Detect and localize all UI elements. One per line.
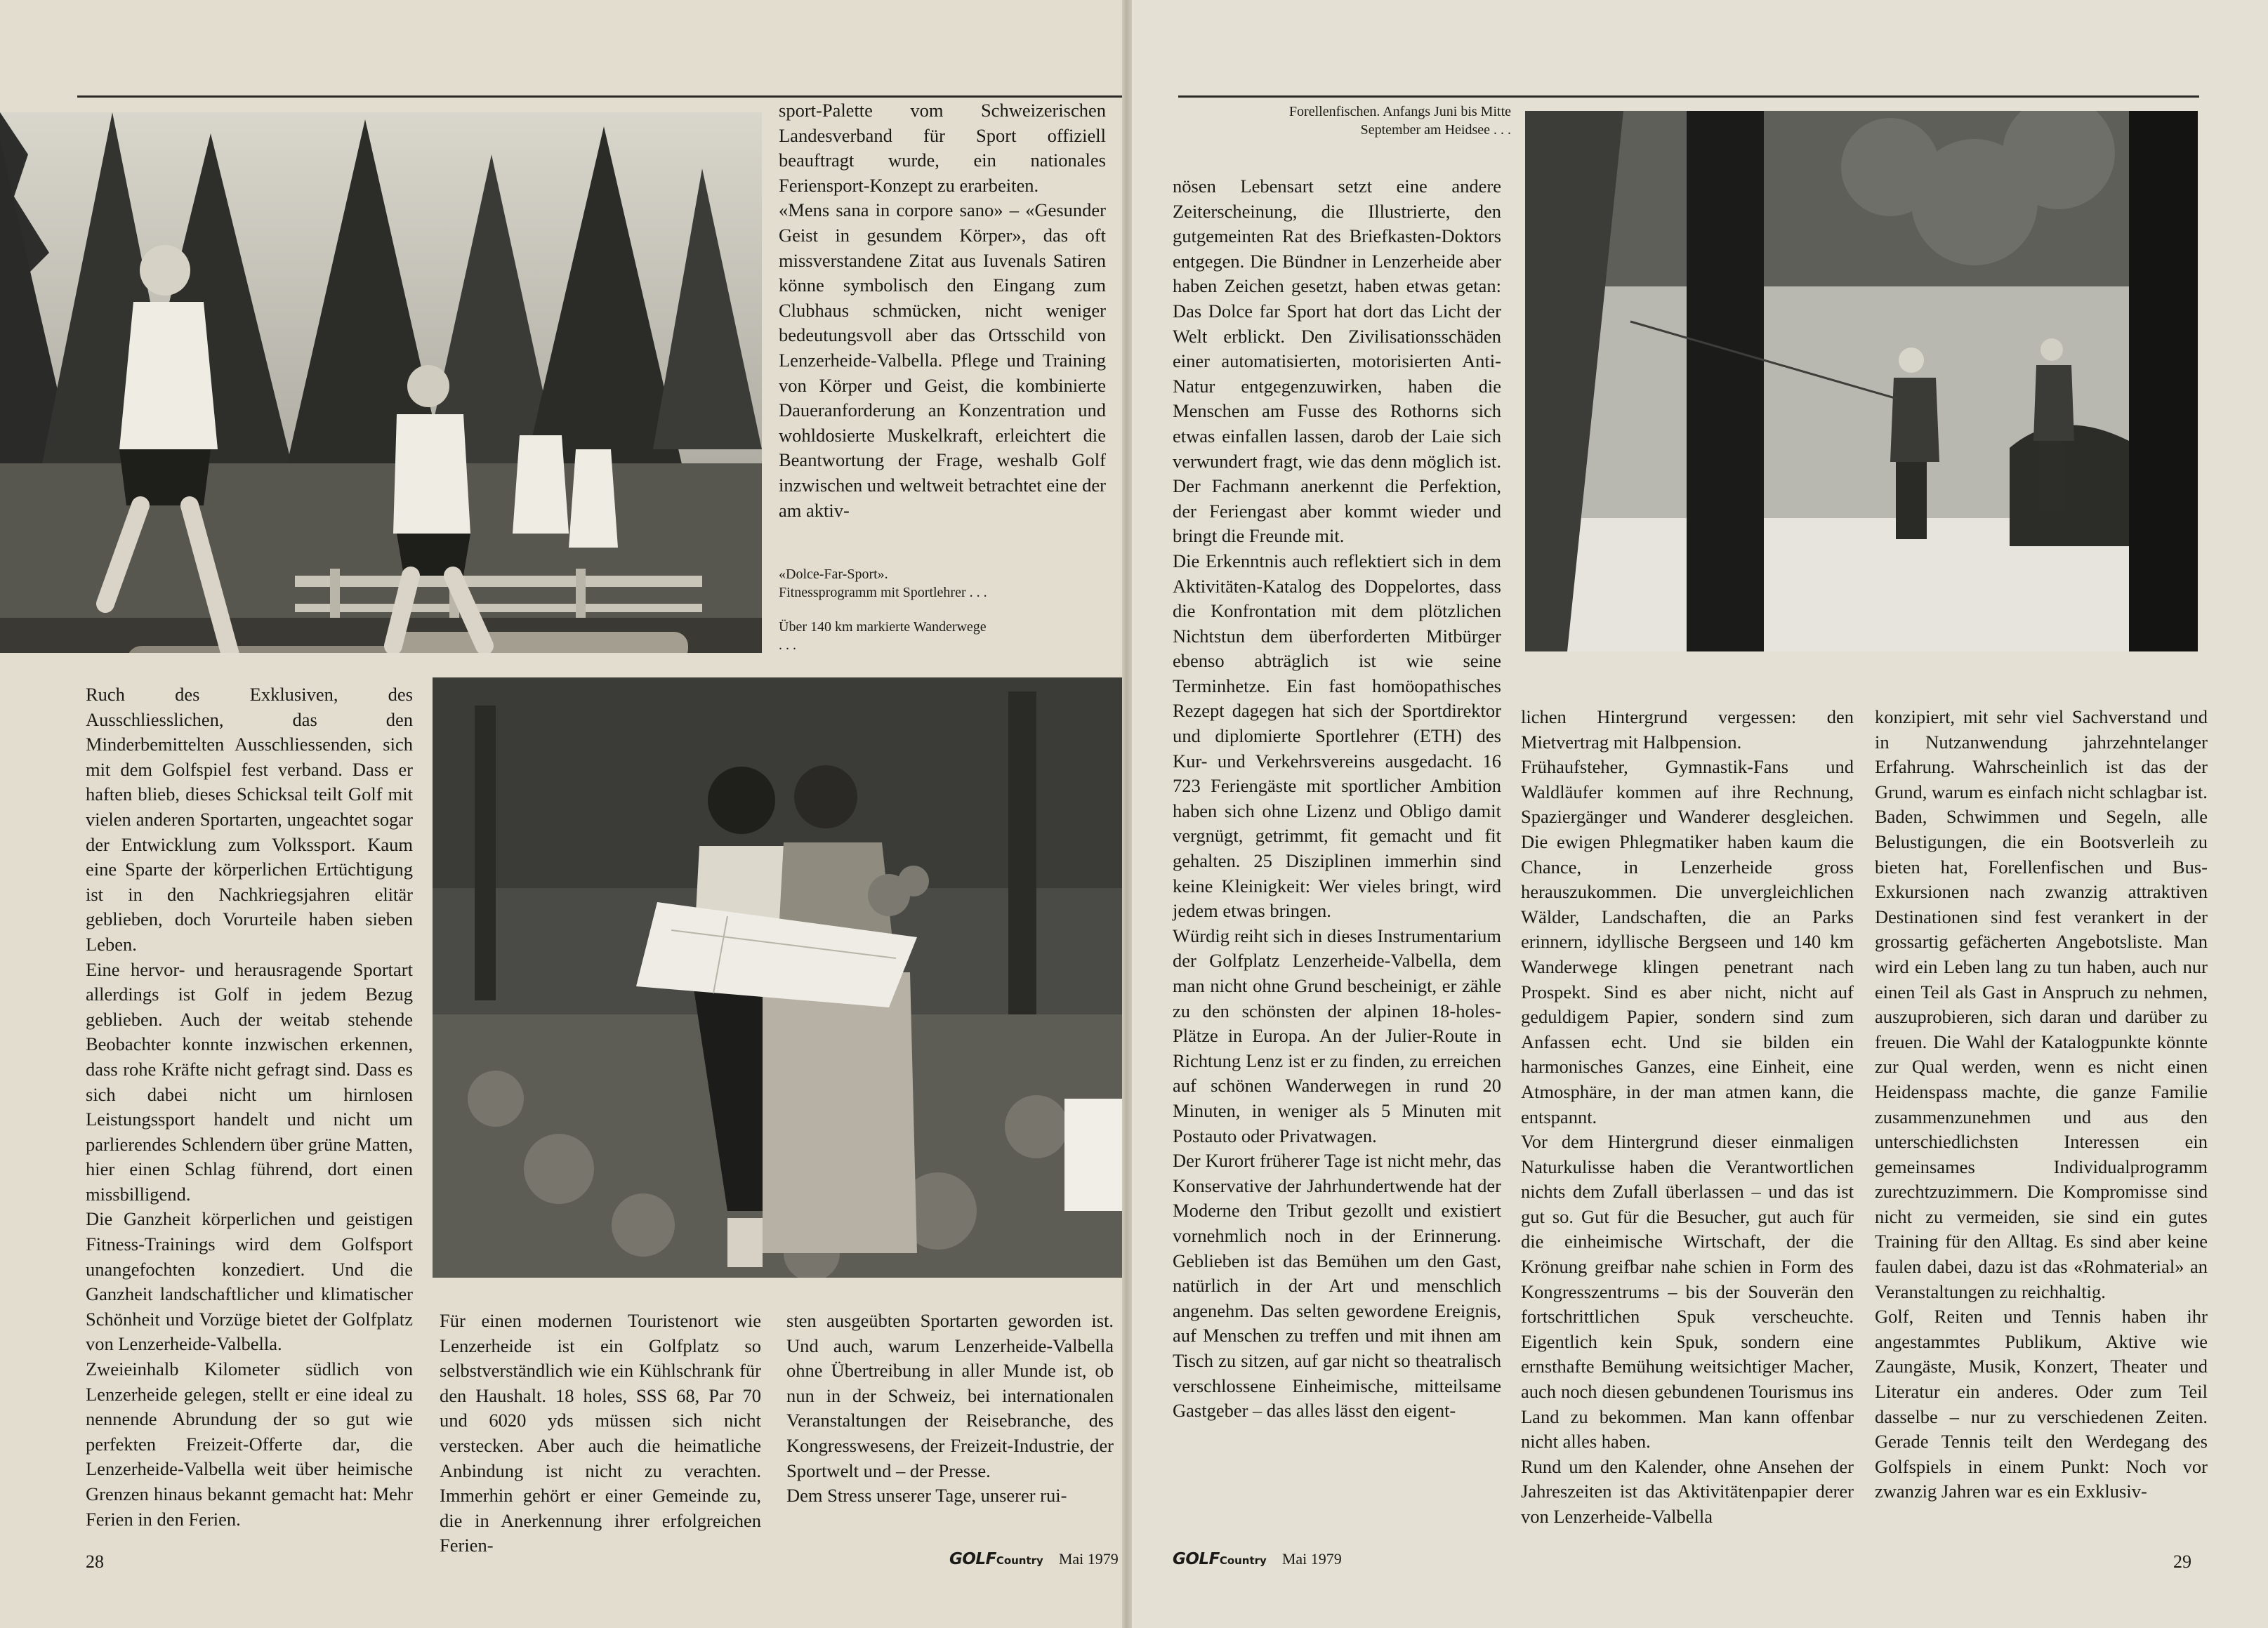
logo-text: GOLF [949,1550,996,1568]
paragraph: Vor dem Hintergrund dieser einmaligen Naturkulisse haben die Verantwortlichen nichts dem Zufall überlassen – und das ist gut so. Gut für die Besucher, gut auch für die einheimische Wirtschaft, der die Krönung greifbar nahe schien in Form des Kongresszentrums – bis der Souverän den fortschrittlichen Spuk verscheuchte. Eigentlich kein Spuk, sondern eine ernsthafte Bemühung weitsichtiger Macher, auch noch diesen gebundenen Tourismus ins Land zu bekommen. Man kann offenbar nicht alles haben. [1521,1131,1854,1452]
logo-text: GOLF [1173,1550,1220,1568]
issue-date: Mai 1979 [1058,1550,1119,1568]
paragraph: Golf, Reiten und Tennis haben ihr angestammtes Publikum, Aktive wie Zaungäste, Musik, Konzert, Theater und Literatur ein anderes. Oder zum Teil dasselbe – nur zu verschiedenen Zeiten. Gerade Tennis teilt den Werdegang des Golfspiels in einem Punkt: Noch vor zwanzig Jahren war es ein Exklusiv- [1875,1306,2208,1502]
magazine-footer-right [1173,1550,1342,1568]
photo-fitness-group [0,112,762,653]
spine-gutter [1122,0,1132,1628]
paragraph: konzipiert, mit sehr viel Sachverstand und in Nutzanwendung jahrzehntelanger Erfahrung. Wahrscheinlich ist das der Grund, warum es einfach nicht schlagbar ist. [1875,706,2208,802]
photo-women-with-map [433,677,1122,1278]
caption-fishing: Forellenfischen. Anfangs Juni bis Mitte September am Heidsee . . . [1288,104,1511,138]
paragraph: «Mens sana in corpore sano» – «Gesunder Geist in gesundem Körper», das oft missverstandene Zitat aus Iuvenals Satiren könne symbolisch den Eingang zum Clubhaus schmücken, nicht weniger bedeutungsvoll aber das Ortsschild von Lenzerheide-Valbella. Pflege und Training von Körper und Geist, die kombinierte Daueranforderung an Konzentration und wohldosierte Muskelkraft, erleichtert die Beantwortung der Frage, weshalb Golf inzwischen und weltweit betrachtet eine der am aktiv- [779,199,1106,521]
issue-date: Mai 1979 [1281,1550,1342,1568]
photo-trout-fishing [1525,111,2198,651]
paragraph: Zweieinhalb Kilometer südlich von Lenzerheide gelegen, stellt er eine ideal zu nennende Abrundung der so gut wie perfekten Freizeit-Offerte dar, die Lenzerheide-Valbella weit über heimische Grenzen hinaus bekannt gemacht hat: Mehr Ferien in den Ferien. [86,1358,413,1530]
paragraph: Die Ganzheit körperlichen und geistigen Fitness-Trainings wird dem Golfsport unangefochten konzediert. Und die Ganzheit landschaftlicher und klimatischer Schönheit und Vorzüge bietet der Golfplatz von Lenzerheide-Valbella. [86,1208,413,1355]
paragraph: lichen Hintergrund vergessen: den Mietvertrag mit Halbpension. [1521,706,1854,753]
paragraph: Rund um den Kalender, ohne Ansehen der Jahreszeiten ist das Aktivitätenpapier derer von Lenzerheide-Valbella [1521,1455,1854,1527]
magazine-logo [949,1550,1043,1568]
magazine-logo [1173,1550,1267,1568]
paragraph: nösen Lebensart setzt eine andere Zeiterscheinung, die Illustrierte, den gutgemeinten Rat des Briefkasten-Doktors entgegen. Die Bündner in Lenzerheide aber haben Zeichen gesetzt, haben etwas getan: Das Dolce far Sport hat dort das Licht der Welt erblickt. Den Zivilisationsschäden einer automatisierten, motorisierten Anti-Natur entgegenzuwirken, haben die Menschen am Fusse des Rothorns sich etwas einfallen lassen, darob der Laie sich verwundert fragt, wie das denn möglich ist. Der Fachmann anerkennt die Perfektion, der Feriengast aber kommt wieder und bringt die Freunde mit. [1173,176,1501,547]
paragraph: Der Kurort früherer Tage ist nicht mehr, das Konservative der Jahrhundertwende hat der Moderne den Tribut gezollt und existiert vornehmlich noch in der Erinnerung. Geblieben ist das Bemühen um den Gast, natürlich in der Art und menschlich angenehm. Das selten gewordene Ereignis, auf Menschen zu treffen und mit ihnen am Tisch zu sitzen, auf gar nicht so theatralisch verschlossene Einheimische, mitteilsame Gastgeber – das alles lässt den eigent- [1173,1150,1501,1422]
caption-hiking: Über 140 km markierte Wanderwege . . . [779,619,987,653]
paragraph: Die Erkenntnis auch reflektiert sich in dem Aktivitäten-Katalog des Doppelortes, dass die Konfrontation mit dem plötzlichen Nichtstun dem überforderten Mitbürger ebenso abträglich ist wie seine Terminhetze. Ein fast homöopathisches Rezept dagegen hat sich der Sportdirektor und diplomierte Sportlehrer (ETH) des Kur- und Verkehrsvereins ausgedacht. 16 723 Feriengäste mit sportlicher Ambition haben sich ohne Lizenz und Obligo damit vergnügt, getrimmt, fit gemacht und fit gehalten. 25 Disziplinen immerhin sind keine Kleinigkeit: Wer vieles bringt, wird jedem etwas bringen. [1173,550,1501,922]
right-column-1 [1173,174,1501,1424]
paragraph: sport-Palette vom Schweizerischen Landesverband für Sport offiziell beauftragt wurde, ein nationales Feriensport-Konzept zu erarbeiten. [779,100,1106,196]
page-number-left: 28 [86,1551,104,1572]
logo-subtext: Country [1219,1554,1267,1567]
paragraph: Eine hervor- und herausragende Sportart allerdings ist Golf in jedem Bezug geblieben. Auch der weitab stehende Beobachter konnte inzwischen erkennen, dass rohe Kräfte nicht gefragt sind. Dass es sich dabei nicht um hirnlosen Leistungssport handelt und nicht um parlierendes Schlendern über grüne Matten, hier einen Schlag führend, dort einen missbilligend. [86,958,413,1205]
logo-subtext: Country [996,1554,1043,1567]
left-column-1 [86,682,413,1532]
right-column-2 [1521,705,1854,1530]
paragraph: Für einen modernen Touristenort wie Lenzerheide ist ein Golfplatz so selbstverständlich wie ein Kühlschrank für den Haushalt. 18 holes, SSS 68, Par 70 und 6020 yds müssen sich nicht verstecken. Aber auch die heimatliche Anbindung ist nicht zu verachten. Immerhin gehört er einer Gemeinde zu, die in Anerkennung ihrer erfolgreichen Ferien- [440,1310,761,1556]
left-page [0,0,1122,1628]
magazine-footer-left [949,1550,1119,1568]
left-top-text-column [779,98,1106,523]
left-column-2 [440,1309,761,1558]
paragraph: Dem Stress unserer Tage, unserer rui- [786,1485,1067,1507]
left-column-3 [786,1309,1114,1509]
top-rule-right [1178,95,2199,98]
paragraph: sten ausgeübten Sportarten geworden ist. Und auch, warum Lenzerheide-Valbella ohne Übertreibung in aller Munde ist, ob nun in der Schweiz, bei internationalen Veranstaltungen der Reisebranche, des Kongresswesens, der Freizeit-Industrie, der Sportwelt und – der Presse. [786,1310,1114,1481]
right-column-3 [1875,705,2208,1504]
paragraph: Würdig reiht sich in dieses Instrumentarium der Golfplatz Lenzerheide-Valbella, dem man nicht ohne Grund bescheinigt, er zähle zu den schönsten der alpinen 18-holes-Plätze in Europa. An der Julier-Route in Richtung Lenz ist er zu finden, zu erreichen auf schönen Wanderwegen in rund 20 Minuten, in weniger als 5 Minuten mit Postauto oder Privatwagen. [1173,925,1501,1146]
paragraph: Frühaufsteher, Gymnastik-Fans und Waldläufer kommen auf ihre Rechnung, Spaziergänger und Wanderer desgleichen. Die ewigen Phlegmatiker haben kaum die Chance, in Lenzerheide gross herauszukommen. Die unvergleichlichen Wälder, Landschaften, die an Parks erinnern, idyllische Bergseen und 140 km Wanderwege klingen penetrant nach Prospekt. Sind es aber nicht, nicht auf geduldigem Papier, sondern sind zum Anfassen echt. Und sie bilden ein harmonisches Ganzes, eine Einheit, eine Atmosphäre, in der man atmen kann, die entspannt. [1521,756,1854,1127]
paragraph: Baden, Schwimmen und Segeln, alle Belustigungen, die ein Bootsverleih zu bieten hat, Forellenfischen und Bus-Exkursionen nach zwanzig attraktiven Destinationen sind fest verankert in der grossartig gefächerten Angebotsliste. Man wird ein Leben lang zu tun haben, auch nur einen Teil als Gast in Anspruch zu nehmen, auszuprobieren, sich daran und darüber zu freuen. Die Wahl der Katalogpunkte könnte zur Qual werden, wenn es nicht einen Heidenspass machte, die ganze Familie zusammenzunehmen und aus den unterschiedlichsten Interessen ein gemeinsames Individualprogramm zurechtzuzimmern. Die Kompromisse sind nicht zu vermeiden, sie sind ein gutes Training für den Alltag. Es sind aber keine faulen dabei, dazu ist das «Rohmaterial» an Veranstaltungen zu reichhaltig. [1875,806,2208,1302]
paragraph: Ruch des Exklusiven, des Ausschliesslichen, das den Minderbemittelten Ausschliessenden, sich mit dem Golfspiel fest verband. Dass er haften blieb, dieses Schicksal teilt Golf mit vielen anderen Sportarten, ungeachtet sogar der Entwicklung zum Volkssport. Kaum eine Sparte der körperlichen Ertüchtigung ist in den Nachkriegsjahren elitär geblieben, doch Vorurteile haben sieben Leben. [86,684,413,955]
page-number-right: 29 [2173,1551,2191,1572]
right-page [1132,0,2268,1628]
caption-fitness: «Dolce-Far-Sport». Fitnessprogramm mit Sportlehrer . . . [779,567,987,600]
top-rule-left [77,95,1122,98]
